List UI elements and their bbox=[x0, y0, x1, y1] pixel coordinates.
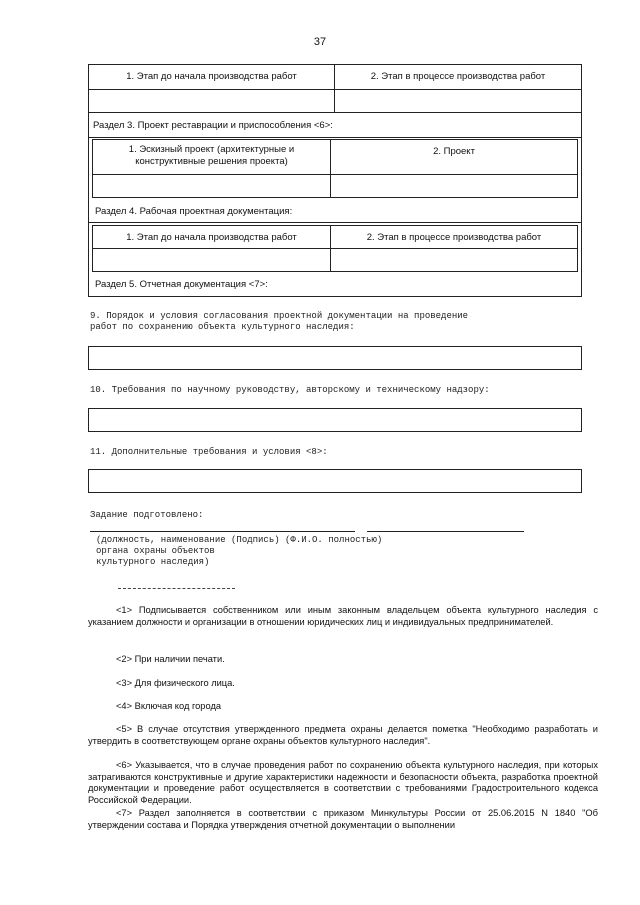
item11-input-box[interactable] bbox=[88, 469, 582, 493]
item9-line2: работ по сохранению объекта культурного наследия: bbox=[90, 322, 355, 332]
footnote-2: <2> При наличии печати. bbox=[116, 654, 225, 664]
footnote-5: <5> В случае отсутствия утвержденного предмета охраны делается пометка "Необходимо разработать и утвердить в соответствующем органе охраны объектов культурного наследия". bbox=[88, 724, 598, 746]
sketch-empty-cell[interactable] bbox=[92, 174, 331, 198]
stage1-empty-cell[interactable] bbox=[88, 89, 335, 113]
footnote-4: <4> Включая код города bbox=[116, 701, 222, 711]
page-number: 37 bbox=[313, 36, 327, 48]
section3-label: Раздел 3. Проект реставрации и приспособления <6>: bbox=[93, 120, 333, 131]
stage1-header-2: 1. Этап до начала производства работ bbox=[92, 225, 331, 249]
sketch-header: 1. Эскизный проект (архитектурные и конструктивные решения проекта) bbox=[92, 139, 331, 175]
project-empty-cell[interactable] bbox=[330, 174, 578, 198]
signature-line-name bbox=[367, 531, 524, 532]
item9-line1: 9. Порядок и условия согласования проектной документации на проведение bbox=[90, 311, 469, 321]
section4-label: Раздел 4. Рабочая проектная документация: bbox=[95, 206, 293, 217]
prepared-caption-3: культурного наследия) bbox=[96, 557, 210, 567]
footnote-6: <6> Указывается, что в случае проведения работ по сохранению объекта культурного наследия, при которых затрагиваются конструктивные и другие характеристики надежности и безопасности объекта, разработка проектной документации и проведение работ осуществляется в соответствии с требованиями Градостроительного кодекса Российской Федерации. bbox=[88, 760, 598, 805]
divider bbox=[88, 222, 582, 223]
prepared-title: Задание подготовлено: bbox=[90, 510, 204, 520]
project-header: 2. Проект bbox=[330, 139, 578, 175]
stage2-header: 2. Этап в процессе производства работ bbox=[334, 64, 582, 90]
footnote-7: <7> Раздел заполняется в соответствии с приказом Минкультуры России от 25.06.2015 N 1840 "Об утверждении состава и Порядка утверждения отчетной документации о выполнении bbox=[88, 808, 598, 830]
item11-label: 11. Дополнительные требования и условия <8>: bbox=[90, 447, 328, 457]
stage2-header-2: 2. Этап в процессе производства работ bbox=[330, 225, 578, 249]
stage1-header: 1. Этап до начала производства работ bbox=[88, 64, 335, 90]
item10-input-box[interactable] bbox=[88, 408, 582, 432]
footnote-3: <3> Для физического лица. bbox=[116, 678, 235, 688]
footnote-1: <1> Подписывается собственником или иным законным владельцем объекта культурного наследия с указанием должности и организации в отношении юридических лиц и индивидуальных предпринимателей. bbox=[88, 605, 598, 627]
item9-input-box[interactable] bbox=[88, 346, 582, 370]
prepared-caption-1: (должность, наименование (Подпись) (Ф.И.О. полностью) bbox=[96, 535, 383, 545]
section5-label: Раздел 5. Отчетная документация <7>: bbox=[95, 279, 268, 290]
item10-label: 10. Требования по научному руководству, авторскому и техническому надзору: bbox=[90, 385, 490, 395]
stage2-empty-cell-2[interactable] bbox=[330, 248, 578, 272]
footnote-separator bbox=[118, 588, 235, 589]
stage1-empty-cell-2[interactable] bbox=[92, 248, 331, 272]
prepared-caption-2: органа охраны объектов bbox=[96, 546, 215, 556]
stage2-empty-cell[interactable] bbox=[334, 89, 582, 113]
signature-line-position bbox=[90, 531, 355, 532]
